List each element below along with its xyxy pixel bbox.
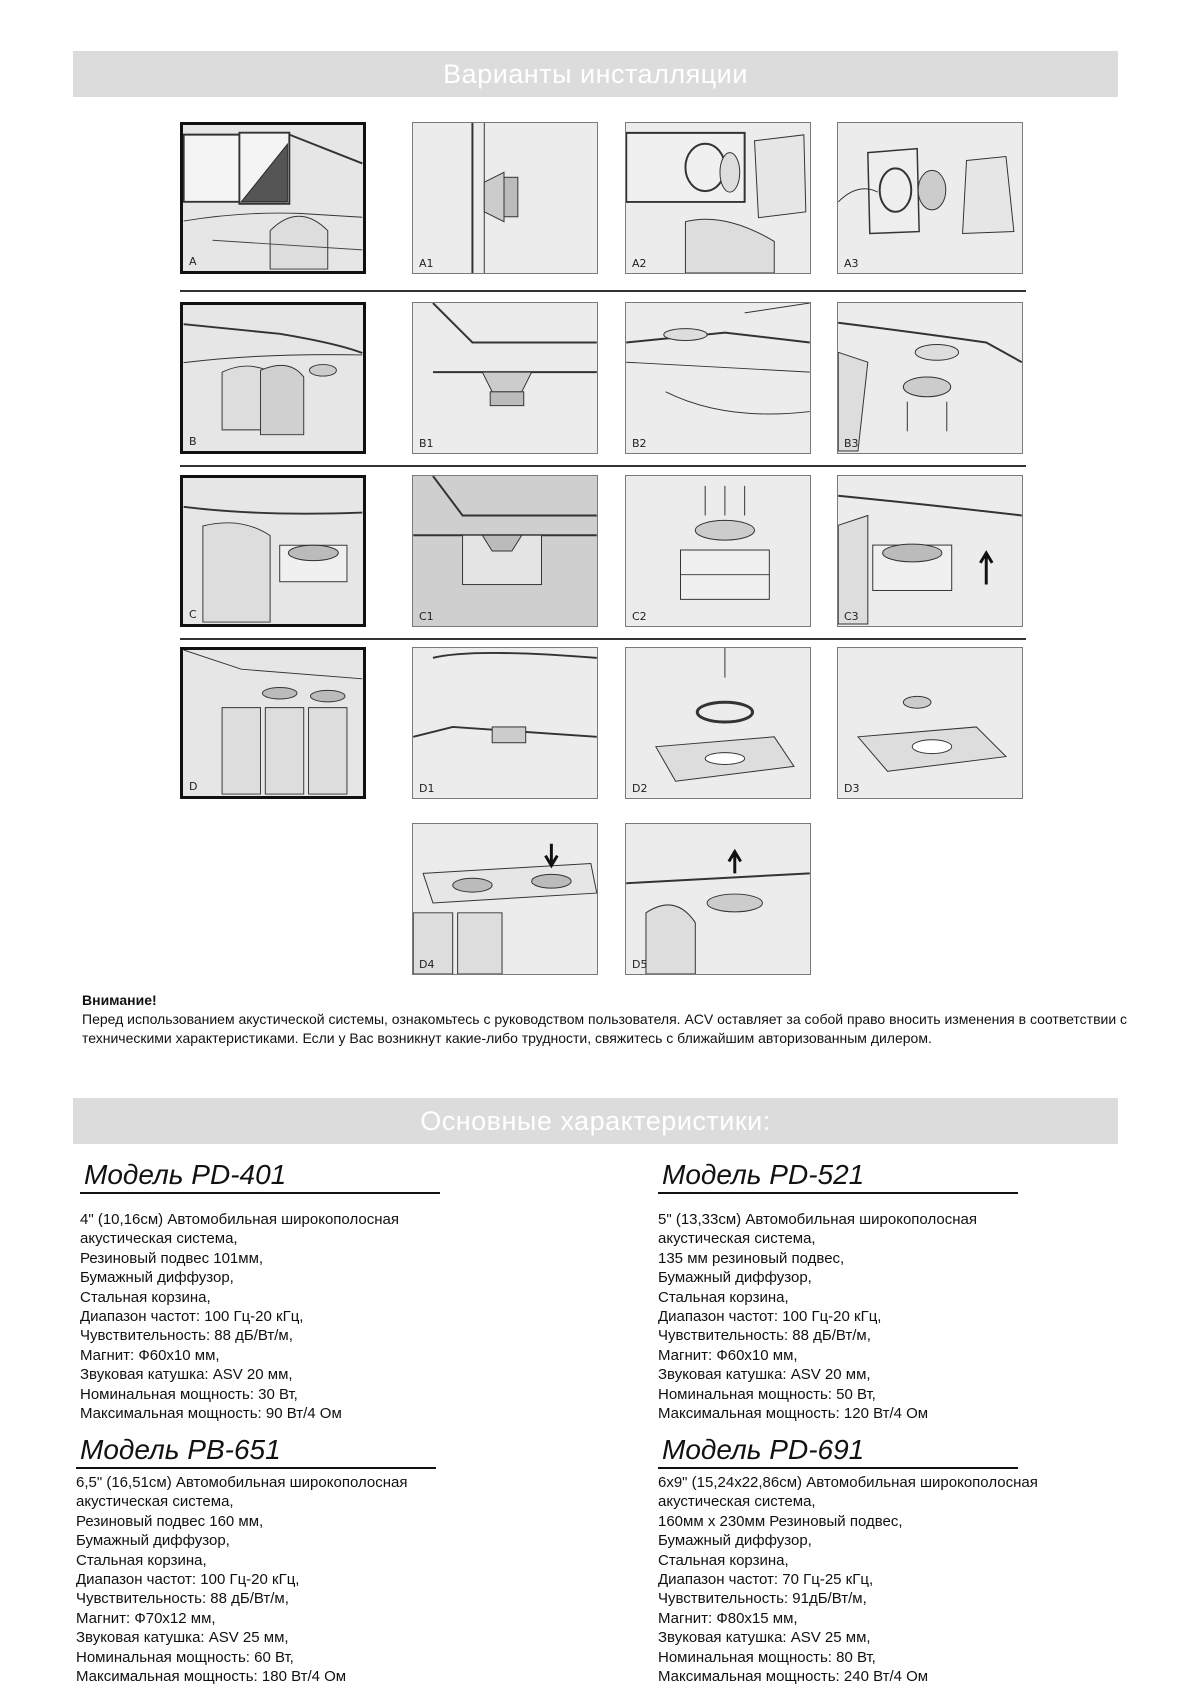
model-pb-651 <box>76 1433 596 1686</box>
spec-line: Бумажный диффузор, <box>658 1269 812 1287</box>
model-specs <box>658 1473 1178 1686</box>
row-divider <box>180 638 1026 640</box>
panel-b <box>180 302 366 454</box>
spec-line: Номинальная мощность: 50 Вт, <box>658 1385 876 1403</box>
spec-line: Номинальная мощность: 30 Вт, <box>80 1385 298 1403</box>
panel-label: C2 <box>632 610 647 623</box>
spec-line: Диапазон частот: 100 Гц-20 кГц, <box>76 1571 300 1589</box>
model-pd-521 <box>658 1158 1178 1423</box>
spec-line: Резиновый подвес 160 мм, <box>76 1512 264 1530</box>
panel-label: D3 <box>844 782 860 795</box>
panel-label: A <box>189 255 197 268</box>
speaker-side-view-illustration <box>413 123 597 273</box>
trunk-view-illustration <box>626 303 810 453</box>
panel-c3 <box>837 475 1023 627</box>
panel-label: D1 <box>419 782 435 795</box>
panel-b3 <box>837 302 1023 454</box>
spec-line: Звуковая катушка: ASV 20 мм, <box>658 1366 871 1384</box>
spec-line: 5" (13,33см) Автомобильная широкополосная <box>658 1211 977 1228</box>
panel-d3 <box>837 647 1023 799</box>
panel-d4 <box>412 823 598 975</box>
panel-label: A2 <box>632 257 647 270</box>
spec-line: Чувствительность: 88 дБ/Вт/м, <box>76 1590 289 1608</box>
panel-d2 <box>625 647 811 799</box>
panel-label: C <box>189 608 197 621</box>
panel-label: B2 <box>632 437 647 450</box>
install-section-banner: Варианты инсталляции <box>73 51 1118 97</box>
spec-line: Звуковая катушка: ASV 25 мм, <box>658 1629 871 1647</box>
box-placement-illustration <box>838 476 1022 626</box>
panel-a2 <box>625 122 811 274</box>
spec-line: Стальная корзина, <box>658 1551 789 1569</box>
spec-line: 4" (10,16см) Автомобильная широкополосная <box>80 1211 399 1228</box>
exploded-speaker-illustration <box>838 123 1022 273</box>
box-side-illustration <box>413 476 597 626</box>
spec-line: Диапазон частот: 70 Гц-25 кГц, <box>658 1571 874 1589</box>
panel-label: D <box>189 780 198 793</box>
spec-line: Диапазон частот: 100 Гц-20 кГц, <box>80 1308 304 1326</box>
spec-line: акустическая система, <box>658 1230 816 1248</box>
spec-line: Магнит: Ф80х15 мм, <box>658 1609 798 1627</box>
spec-line: Стальная корзина, <box>658 1288 789 1306</box>
spec-line: Номинальная мощность: 60 Вт, <box>76 1648 294 1666</box>
model-title: Модель PD-691 <box>658 1433 1018 1469</box>
spec-line: Стальная корзина, <box>80 1288 211 1306</box>
spec-line: акустическая система, <box>80 1230 238 1248</box>
panel-a3 <box>837 122 1023 274</box>
spec-line: Стальная корзина, <box>76 1551 207 1569</box>
panel-label: D4 <box>419 958 435 971</box>
panel-label: C3 <box>844 610 859 623</box>
model-title: Модель PD-521 <box>658 1158 1018 1194</box>
panel-label: D5 <box>632 958 648 971</box>
model-title: Модель PB-651 <box>76 1433 436 1469</box>
panel-label: A1 <box>419 257 434 270</box>
spec-line: акустическая система, <box>76 1493 234 1511</box>
spec-line: Бумажный диффузор, <box>658 1532 812 1550</box>
spec-line: Максимальная мощность: 120 Вт/4 Ом <box>658 1405 929 1423</box>
notice-block <box>82 991 1152 1048</box>
model-specs <box>76 1473 596 1686</box>
model-title: Модель PD-401 <box>80 1158 440 1194</box>
panel-c1 <box>412 475 598 627</box>
spec-line: 160мм х 230мм Резиновый подвес, <box>658 1512 903 1530</box>
rear-seat-shelf-illustration <box>183 650 363 796</box>
spec-line: акустическая система, <box>658 1493 816 1511</box>
panel-c <box>180 475 366 627</box>
spec-line: Резиновый подвес 101мм, <box>80 1249 264 1267</box>
rear-window-illustration <box>183 125 363 271</box>
model-specs <box>658 1210 1178 1423</box>
spec-line: 135 мм резиновый подвес, <box>658 1249 845 1267</box>
shelf-screw-illustration <box>838 303 1022 453</box>
cutout-template-illustration <box>626 648 810 798</box>
panel-label: D2 <box>632 782 648 795</box>
shelf-speaker-final-illustration <box>626 824 810 974</box>
shelf-speaker-side-illustration <box>413 303 597 453</box>
spec-line: Бумажный диффузор, <box>76 1532 230 1550</box>
panel-label: B <box>189 435 197 448</box>
panel-a1 <box>412 122 598 274</box>
spec-line: Магнит: Ф60х10 мм, <box>80 1346 220 1364</box>
notice-text: Перед использованием акустической системы, ознакомьтесь с руководством пользователя. ACV оставляет за собой право вносить изменения в соответствии с техническими характеристиками. Если у Вас возникнут какие-либо трудности, свяжитесь с ближайшим авторизованным дилером. <box>82 1011 1128 1046</box>
spec-line: Максимальная мощность: 180 Вт/4 Ом <box>76 1668 347 1686</box>
spec-line: Звуковая катушка: ASV 25 мм, <box>76 1629 289 1647</box>
box-enclosure-illustration <box>183 478 363 624</box>
spec-line: Звуковая катушка: ASV 20 мм, <box>80 1366 293 1384</box>
panel-label: B3 <box>844 437 859 450</box>
panel-a <box>180 122 366 274</box>
spec-line: Бумажный диффузор, <box>80 1269 234 1287</box>
panel-d5 <box>625 823 811 975</box>
spec-line: Магнит: Ф60х10 мм, <box>658 1346 798 1364</box>
spec-line: Диапазон частот: 100 Гц-20 кГц, <box>658 1308 882 1326</box>
spec-line: Чувствительность: 91дБ/Вт/м, <box>658 1590 867 1608</box>
spec-line: Чувствительность: 88 дБ/Вт/м, <box>658 1327 871 1345</box>
specs-section-banner: Основные характеристики: <box>73 1098 1118 1144</box>
panel-label: A3 <box>844 257 859 270</box>
box-screws-illustration <box>626 476 810 626</box>
model-pd-401 <box>80 1158 600 1423</box>
panel-c2 <box>625 475 811 627</box>
spec-line: Чувствительность: 88 дБ/Вт/м, <box>80 1327 293 1345</box>
row-divider <box>180 290 1026 292</box>
notice-title: Внимание! <box>82 992 157 1008</box>
panel-label: C1 <box>419 610 434 623</box>
shelf-speakers-top-illustration <box>413 824 597 974</box>
shelf-profile-illustration <box>413 648 597 798</box>
panel-b1 <box>412 302 598 454</box>
spec-line: Максимальная мощность: 240 Вт/4 Ом <box>658 1668 929 1686</box>
spec-line: Максимальная мощность: 90 Вт/4 Ом <box>80 1405 342 1423</box>
spec-line: Магнит: Ф70х12 мм, <box>76 1609 216 1627</box>
panel-label: B1 <box>419 437 434 450</box>
panel-d1 <box>412 647 598 799</box>
row-divider <box>180 465 1026 467</box>
panel-b2 <box>625 302 811 454</box>
door-mount-illustration <box>626 123 810 273</box>
model-pd-691 <box>658 1433 1178 1686</box>
shelf-hole-illustration <box>838 648 1022 798</box>
rear-shelf-illustration <box>183 305 363 451</box>
spec-line: 6,5" (16,51см) Автомобильная широкополосная <box>76 1474 408 1491</box>
model-specs <box>80 1210 600 1423</box>
panel-d <box>180 647 366 799</box>
spec-line: 6х9" (15,24х22,86см) Автомобильная широкополосная <box>658 1474 1038 1491</box>
spec-line: Номинальная мощность: 80 Вт, <box>658 1648 876 1666</box>
